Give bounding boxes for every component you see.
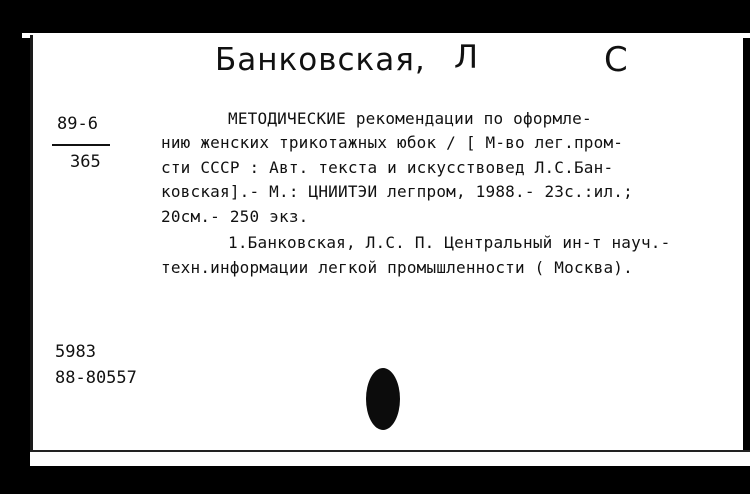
description-line: сти СССР : Авт. текста и искусствовед Л.С.Бан-	[161, 158, 614, 177]
registration-number: 5983	[55, 342, 96, 362]
subject-entry-line: техн.информации легкой промышленности ( Москва).	[161, 258, 633, 277]
author-initial: Л	[454, 38, 479, 76]
accession-number: 88-80557	[55, 368, 137, 388]
description-line: 20см.- 250 экз.	[161, 207, 309, 226]
call-number-top: 89-6	[57, 114, 98, 134]
call-number-divider	[52, 144, 110, 146]
author-name: Банковская	[215, 42, 415, 78]
description-line: нию женских трикотажных юбок / [ М-во лег.пром-	[161, 133, 624, 152]
description-line: МЕТОДИЧЕСКИЕ рекомендации по оформле-	[228, 109, 592, 128]
punch-hole	[366, 368, 400, 430]
author-patronymic-initial: С	[604, 40, 628, 80]
scan-bottom-edge	[0, 466, 750, 494]
author-heading	[215, 42, 426, 78]
description-line: ковская].- М.: ЦНИИТЭИ легпром, 1988.- 23с.:ил.;	[161, 182, 633, 201]
scan-top-edge	[0, 0, 750, 38]
subject-entry-line: 1.Банковская, Л.С. П. Центральный ин-т науч.-	[228, 233, 671, 252]
call-number-bottom: 365	[70, 152, 101, 172]
scan-left-edge	[0, 0, 30, 494]
author-separator: ,	[414, 42, 426, 78]
